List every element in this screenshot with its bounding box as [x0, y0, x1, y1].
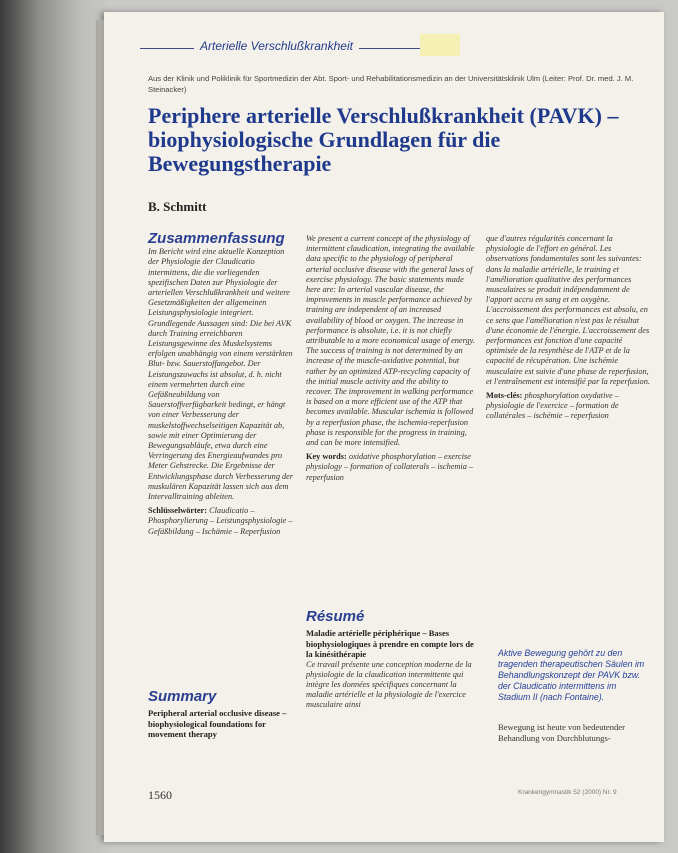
zusammenfassung-keywords — [148, 506, 296, 537]
article-title: Periphere arterielle Verschlußkrankheit (PAVK) – biophysiologische Grundlagen für die Bewegungstherapie — [148, 103, 619, 176]
body-text-start: Bewegung ist heute von bedeutender Behandlung von Durchblutungs- — [498, 722, 625, 743]
zusammenfassung-text: Im Bericht wird eine aktuelle Konzeption der Physiologie der Claudicatio intermittens, die die vorliegenden spezifischen Daten zur Physiologie der arteriellen Verschlußkrankheit und weitere Gesetzmäßigkeiten der allgemeinen Leistungsphysiologie integriert. Grundlegende Aussagen sind: Die bei AVK durch Training erreichbaren Leistungsgewinne des Muskelsystems erfolgen unabhängig von einem verstärkten Blut- bzw. Sauerstoffangebot. Der Leistungszuwachs ist absolut, d. h. nicht einem vermehrten durch eine Gefäßneubildung von Sauerstoffverfügbarkeit bedingt, er hängt von einer Verbesserung der muskelstoffwechselseitigen Kapazität ab, sowie mit einer Optimierung der Bewegungsabläufe, etwa durch eine Verringerung des Energieaufwandes pro Meter Gehstrecke. Die Ergebnisse der Entwicklungsphase durch Verbesserung der muskulären Kapazität lassen sich aus dem Intervalltraining ableiten. — [148, 247, 294, 502]
summary-section — [148, 688, 296, 740]
keywords-label: Schlüsselwörter: — [148, 506, 207, 516]
french-column — [486, 234, 650, 422]
keywords-label: Key words: — [306, 452, 347, 462]
resume-heading: Résumé — [306, 608, 365, 625]
keywords-text: oxidative phosphorylation – exercise physiology – formation of collaterals – ischemia – reperfusion — [306, 452, 474, 482]
resume-text: Ce travail présente une conception moderne de la physiologie de la claudication intermittente qui intègre les données spécifiques concernant la maladie artérielle et la physiologie de l'exercice musculaire ainsi — [306, 659, 472, 710]
summary-subheading: Peripheral arterial occlusive disease – biophysiological foundations for movement therapy — [148, 708, 287, 739]
keywords-text: Claudicatio – Phosphorylierung – Leistungsphysiologie – Gefäßbildung – Ischämie – Reperfusion — [148, 506, 293, 536]
highlight-note: Aktive Bewegung gehört zu den tragenden therapeutischen Säulen im Behandlungskonzept der PAVK bzw. der Claudicatio intermittens im Stadium II (nach Fontaine). — [498, 648, 645, 702]
english-abstract-text: We present a current concept of the physiology of intermittent claudication, integrating the available data specific to the physiology of peripheral arterial occlusive disease with the general laws of exercise physiology. The basic statements made here are: In arterial vascular disease, the improvements in muscle performance achieved by training are independent of an increased availability of blood or oxygen. The increase in performance is absolute, i.e. it is not chiefly attributable to a more economical usage of energy. The success of training is not determined by an increase of the muscle-oxidative potential, but rather by an optimized ATP-recycling capacity of the initial muscle activity and the ability to recover. The improvement in walking performance is based on a more efficient use of the ATP that becomes available. Muscular ischemia is followed by a reperfusion phase, the ischemia-reperfusion phase is responsible for the progress in training, and can be more intensified. — [306, 234, 475, 448]
english-keywords — [306, 452, 476, 483]
journal-page — [104, 12, 664, 842]
marker-highlight — [420, 34, 460, 56]
resume-subheading: Maladie artérielle périphérique – Bases biophysiologiques à prendre en compte lors de la kinésithérapie — [306, 628, 474, 659]
author: B. Schmitt — [148, 199, 207, 214]
resume-section — [306, 608, 476, 711]
journal-citation: Krankengymnastik 52 (2000) Nr. 9 — [518, 789, 617, 796]
french-keywords — [486, 391, 650, 422]
keywords-text: phosphorylation oxydative – physiologie de l'exercice – formation de collatérales – ischémie – reperfusion — [486, 391, 619, 421]
running-head: Arterielle Verschlußkrankheit — [194, 39, 359, 53]
zusammenfassung-heading: Zusammenfassung — [148, 230, 285, 247]
french-text: que d'autres régularités concernant la physiologie de l'effort en général. Les observations fondamentales sont les suivantes: dans la maladie artérielle, le training et l'amélioration qualitative des performances musculaires se produit indépendamment de l'apport accru en sang et en oxygène. L'accroissement des performances est absolu, en ce sens que l'amélioration n'est pas le résultat d'une économie de l'énergie. L'accroissement des performances est fonction d'une capacité optimisée de la resynthèse de l'ATP et de la capacité de récupération. Une ischémie musculaire est suivie d'une phase de reperfusion, et l'entraînement est intensifié par la reperfusion. — [486, 234, 650, 386]
keywords-label: Mots-clés: — [486, 391, 523, 401]
english-abstract-column — [306, 234, 476, 483]
summary-heading: Summary — [148, 688, 217, 705]
affiliation: Aus der Klinik und Poliklinik für Sportmedizin der Abt. Sport- und Rehabilitationsmedizin an der Universitätsklinik Ulm (Leiter: Prof. Dr. med. J. M. Steinacker) — [148, 74, 634, 94]
page-number: 1560 — [148, 788, 172, 802]
page-edge — [96, 20, 104, 835]
zusammenfassung-column — [148, 230, 296, 537]
